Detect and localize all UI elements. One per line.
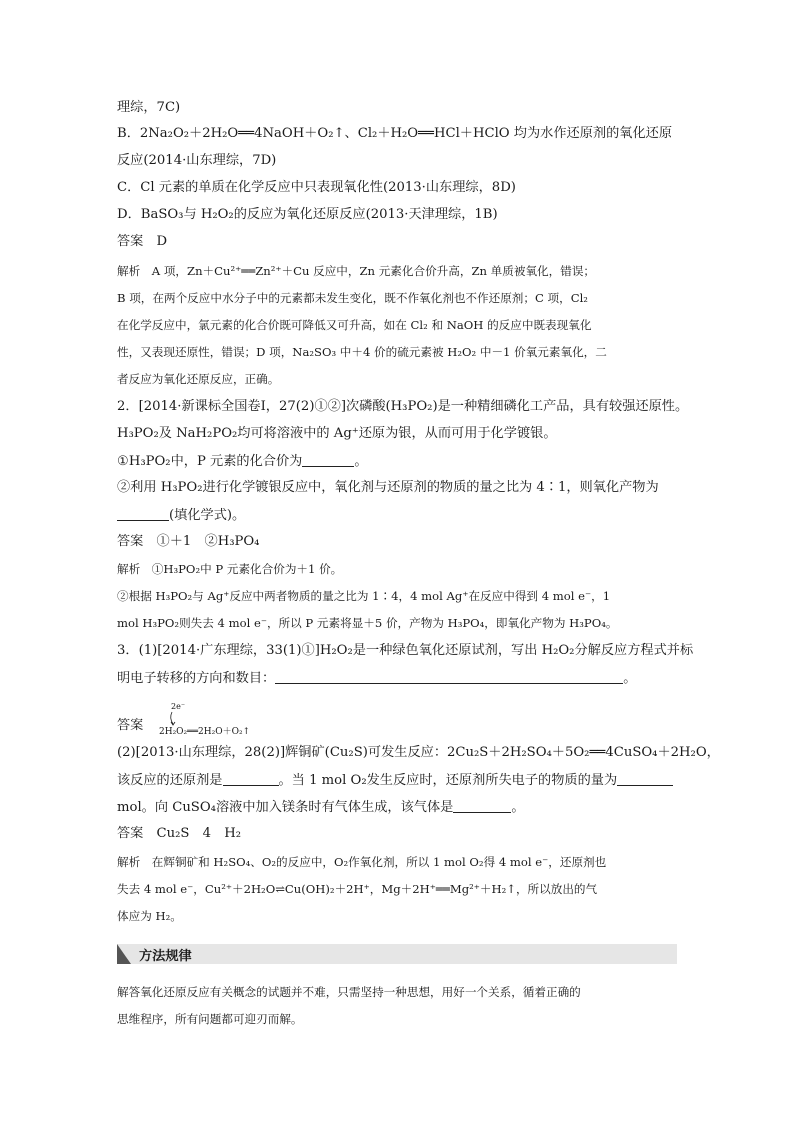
text-segment: (填化学式)。: [169, 508, 246, 523]
analysis-line: 者反应为氧化还原反应，正确。: [117, 372, 280, 386]
electron-label: 2e⁻: [171, 702, 186, 711]
question-2: 2．[2014·新课标全国卷Ⅰ，27(2)①②]次磷酸(H₃PO₂)是一种精细磷化工产品，具有较强还原性。: [117, 399, 689, 414]
equation-text: 2H₂O₂══2H₂O＋O₂↑: [159, 727, 251, 737]
question-2-part-1: [117, 452, 676, 471]
method-text: 解答氧化还原反应有关概念的试题并不难，只需坚持一种思想，用好一个关系，循着正确的: [117, 985, 581, 999]
text-segment: 该反应的还原剂是: [117, 773, 223, 788]
analysis-line: 性，又表现还原性，错误；D 项，Na₂SO₃ 中＋4 价的硫元素被 H₂O₂ 中－1 价氧元素氧化，二: [117, 345, 607, 359]
answer-blank[interactable]: [117, 506, 169, 521]
analysis-line: 解析 ①H₃PO₂中 P 元素化合价为＋1 价。: [117, 562, 343, 576]
answer-2: 答案 ①＋1 ②H₃PO₄: [117, 534, 260, 549]
text-segment: 。: [623, 671, 637, 686]
analysis-line: 体应为 H₂。: [117, 909, 182, 923]
analysis-line: B 项，在两个反应中水分子中的元素都未发生变化，既不作氧化剂也不作还原剂；C 项，Cl₂: [117, 291, 588, 305]
question-3-2-cont: [117, 798, 676, 817]
answer-3-2: 答案 Cu₂S 4 H₂: [117, 826, 242, 841]
text-line: 反应(2014·山东理综，7D): [117, 153, 277, 168]
method-title: 方法规律: [139, 949, 192, 964]
option-b: B．2Na₂O₂＋2H₂O══4NaOH＋O₂↑、Cl₂＋H₂O══HCl＋HClO 均为水作还原剂的氧化还原: [117, 126, 673, 141]
question-2-part-2-cont: [117, 506, 676, 525]
question-3-cont: [117, 669, 676, 688]
text-segment: 明电子转移的方向和数目：: [117, 671, 276, 686]
analysis-line: 失去 4 mol e⁻，Cu²⁺＋2H₂O⇌Cu(OH)₂＋2H⁺，Mg＋2H⁺══Mg²⁺＋H₂↑，所以放出的气: [117, 882, 598, 896]
answer-blank[interactable]: [453, 798, 511, 813]
text-line: 理综，7C): [117, 100, 181, 115]
text-line: H₃PO₂及 NaH₂PO₂均可将溶液中的 Ag⁺还原为银，从而可用于化学镀银。: [117, 426, 557, 441]
text-segment: 。: [511, 800, 525, 815]
electron-transfer-equation: [159, 700, 299, 740]
question-3-2: (2)[2013·山东理综，28(2)]辉铜矿(Cu₂S)可发生反应：2Cu₂S＋2H₂SO₄＋5O₂══4CuSO₄＋2H₂O，: [117, 745, 720, 760]
answer-blank[interactable]: [223, 771, 279, 786]
text-segment: mol。向 CuSO₄溶液中加入镁条时有气体生成，该气体是: [117, 800, 454, 815]
question-2-part-2: ②利用 H₃PO₂进行化学镀银反应中，氧化剂与还原剂的物质的量之比为 4∶1，则氧化产物为: [117, 480, 659, 495]
analysis-line: ②根据 H₃PO₂与 Ag⁺反应中两者物质的量之比为 1∶4，4 mol Ag⁺在反应中得到 4 mol e⁻，1: [117, 589, 611, 603]
analysis-line: 解析 在辉铜矿和 H₂SO₄、O₂的反应中，O₂作氧化剂，所以 1 mol O₂得 4 mol e⁻，还原剂也: [117, 855, 607, 869]
text-segment: 。当 1 mol O₂发生反应时，还原剂所失电子的物质的量为: [278, 773, 618, 788]
answer-label: 答案: [117, 718, 144, 733]
method-text: 思维程序，所有问题都可迎刃而解。: [117, 1012, 303, 1026]
analysis-line: mol H₃PO₂则失去 4 mol e⁻，所以 P 元素将显＋5 价，产物为 H₃PO₄，即氧化产物为 H₃PO₄。: [117, 616, 618, 630]
analysis-line: 解析 A 项，Zn＋Cu²⁺══Zn²⁺＋Cu 反应中，Zn 元素化合价升高，Zn 单质被氧化，错误；: [117, 264, 596, 278]
question-3: 3．(1)[2014·广东理综，33(1)①]H₂O₂是一种绿色氧化还原试剂，写出 H₂O₂分解反应方程式并标: [117, 643, 694, 658]
method-section-header: [117, 944, 677, 964]
triangle-marker-icon: [117, 944, 131, 964]
answer-blank[interactable]: [302, 452, 354, 467]
answer-blank[interactable]: [275, 669, 623, 684]
analysis-line: 在化学反应中，氯元素的化合价既可降低又可升高，如在 Cl₂ 和 NaOH 的反应中既表现氧化: [117, 318, 592, 332]
answer-blank[interactable]: [617, 771, 673, 786]
option-c: C．Cl 元素的单质在化学反应中只表现氧化性(2013·山东理综，8D): [117, 180, 516, 195]
text-segment: 。: [354, 454, 368, 469]
text-segment: ①H₃PO₂中，P 元素的化合价为: [117, 454, 303, 469]
answer-1: 答案 D: [117, 234, 168, 249]
answer-3-1: [117, 700, 417, 740]
question-3-2-cont: [117, 771, 676, 790]
option-d: D．BaSO₃与 H₂O₂的反应为氧化还原反应(2013·天津理综，1B): [117, 207, 498, 222]
